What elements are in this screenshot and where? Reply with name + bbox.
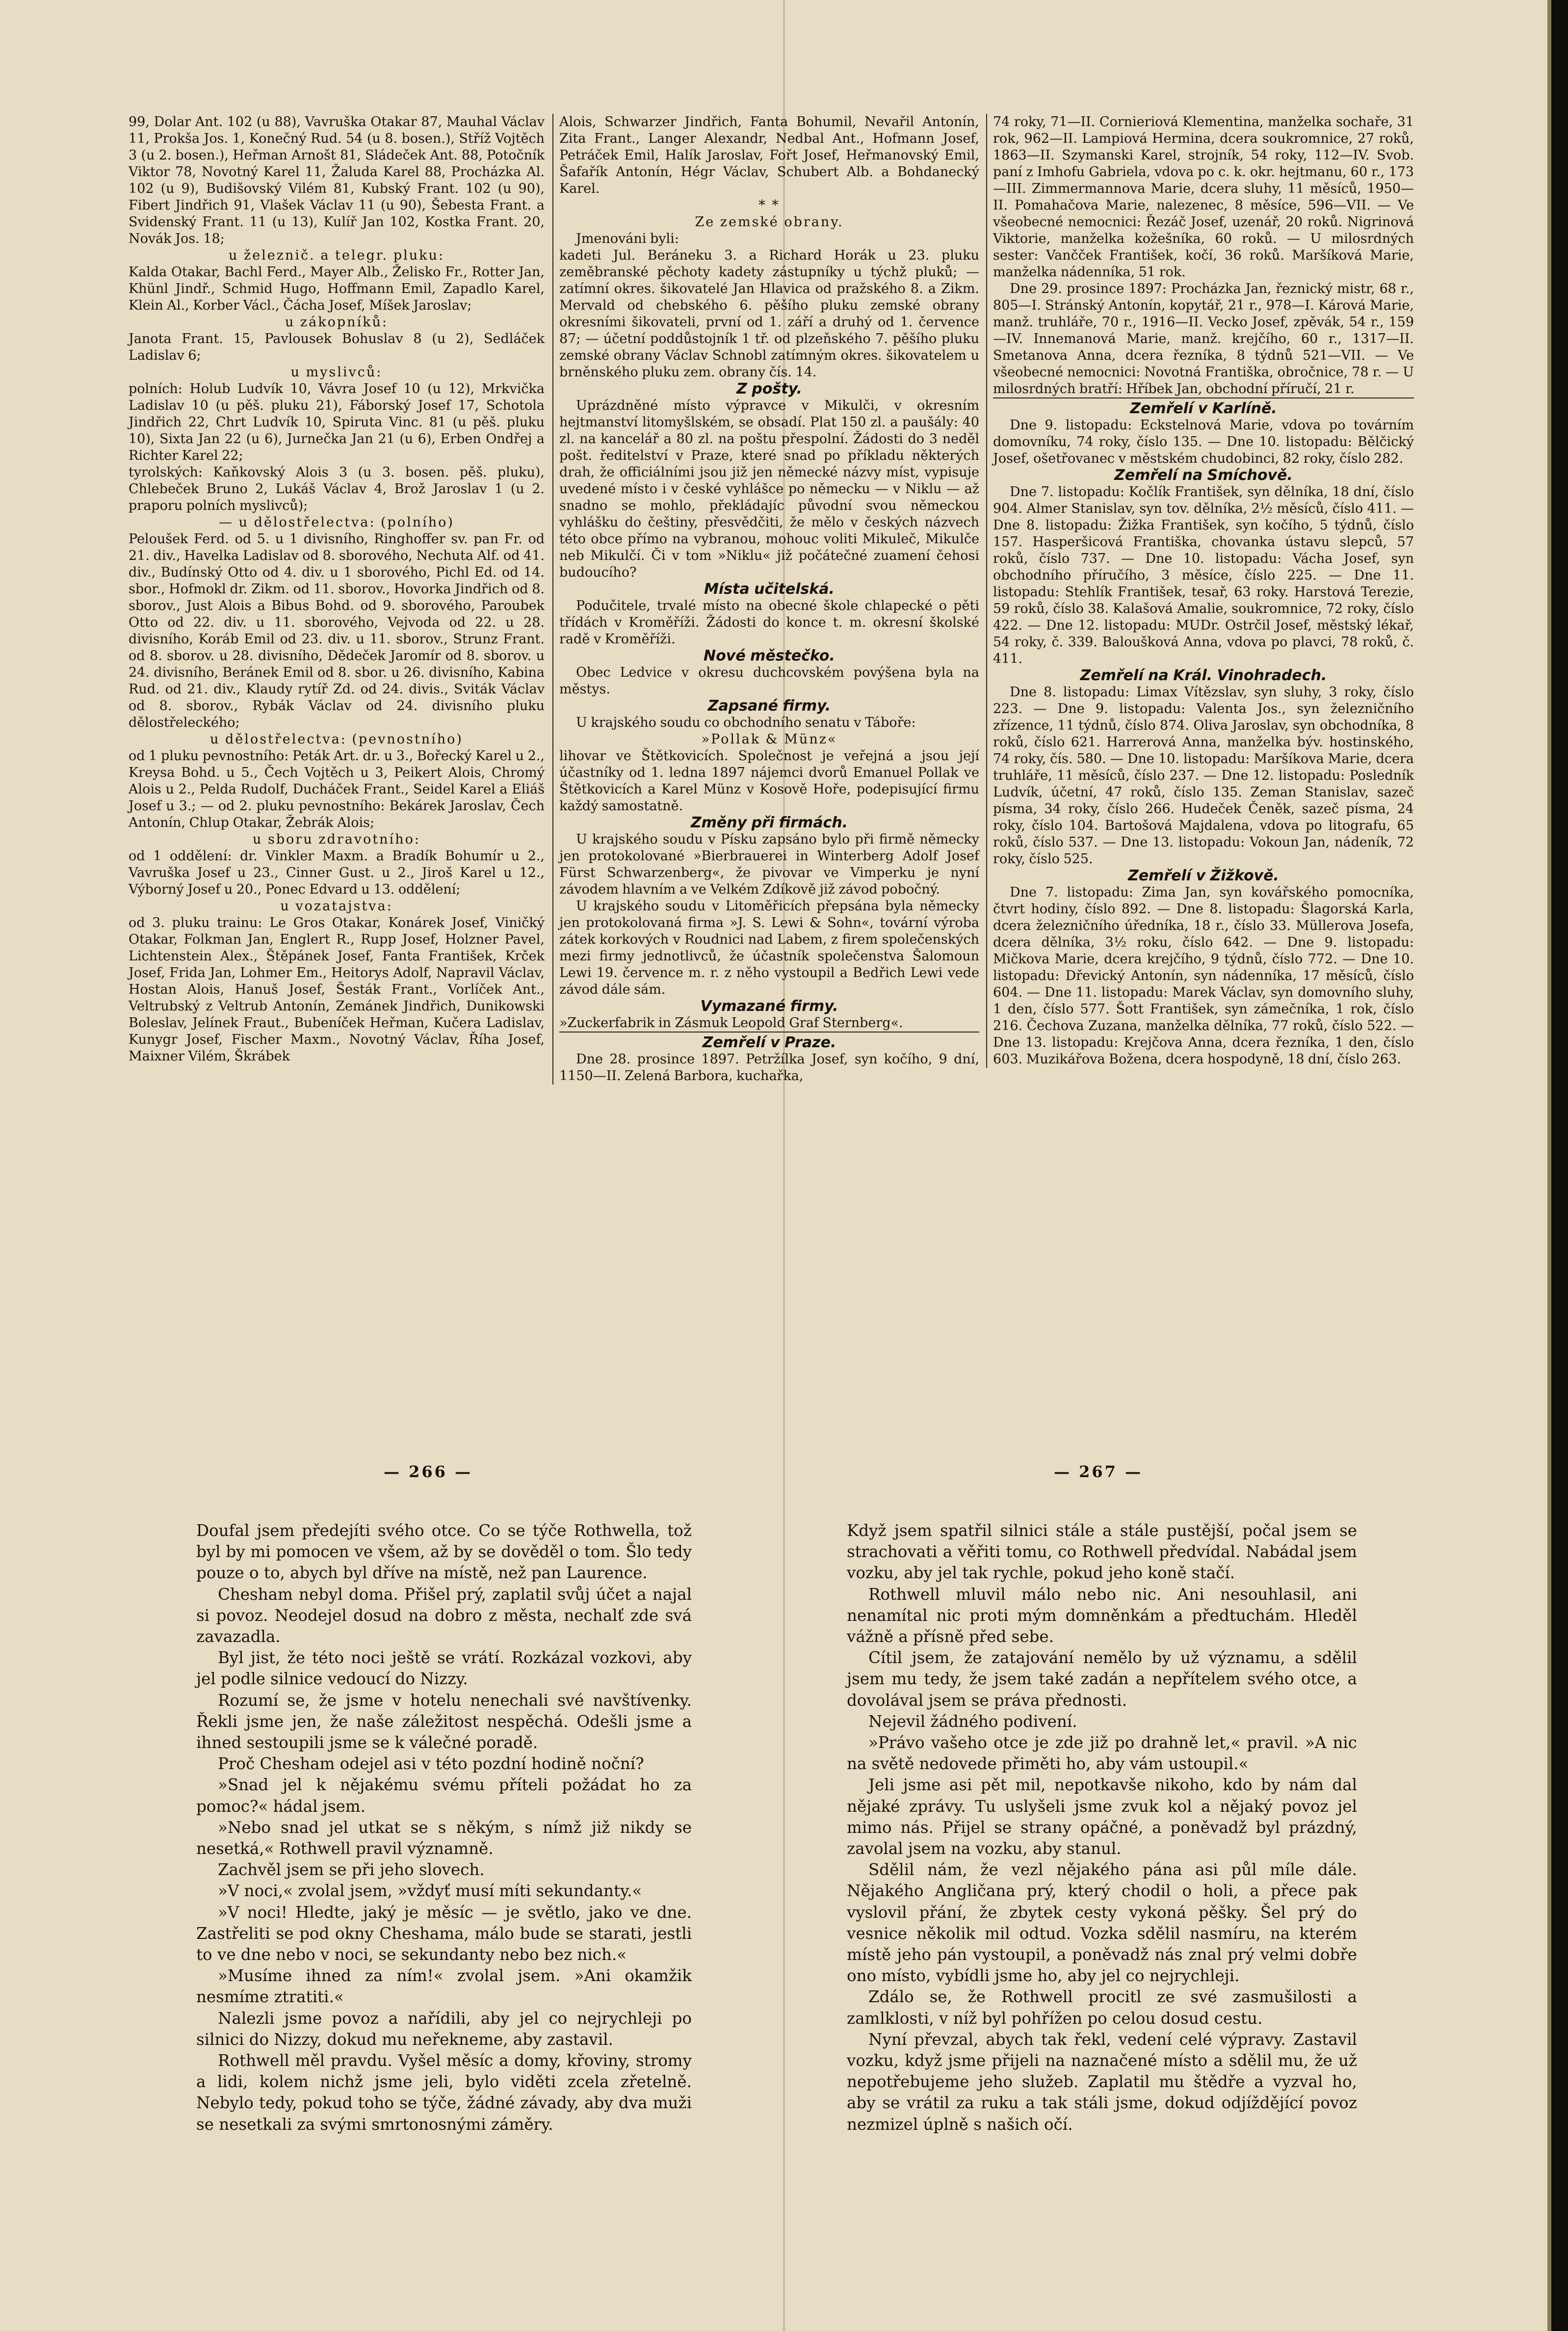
- paragraph: Dne 28. prosince 1897. Petržílka Josef, syn kočího, 9 dní, 1150—II. Zelená Barbora, kuchařka,: [559, 1052, 979, 1084]
- bottom-column-right: [847, 1520, 1357, 2135]
- paragraph: Jmenováni byli:: [576, 231, 679, 246]
- subheading: — u dělostřelectva: (polního): [219, 515, 454, 530]
- subheading: u myslivců:: [290, 365, 383, 380]
- story-paragraph: Cítil jsem, že zatajování nemělo by už významu, a sdělil jsem mu tedy, že jsem také zadán a nepřítelem svého otce, a dovolával jsem se práva přednosti.: [847, 1648, 1357, 1710]
- story-paragraph: Chesham nebyl doma. Přišel prý, zaplatil svůj účet a najal si povoz. Neodejel dosud na dobro z města, nechalť zde svá zavazadla.: [196, 1585, 692, 1646]
- section-heading: Místa učitelská.: [704, 581, 835, 598]
- section-heading: Zemřelí v Žižkově.: [1128, 867, 1279, 884]
- story-paragraph: »Nebo snad jel utkat se s někým, s nímž již nikdy se nesetká,« Rothwell pravil významně.: [196, 1818, 692, 1858]
- section-heading: Zemřelí v Praze.: [559, 1032, 979, 1051]
- subheading: u zákopníků:: [285, 315, 389, 330]
- paragraph: Janota Frant. 15, Pavlousek Bohuslav 8 (u 2), Sedláček Ladislav 6;: [129, 331, 545, 363]
- top-column-2: [552, 114, 979, 1085]
- subheading: u sboru zdravotního:: [253, 832, 420, 847]
- paragraph: 99, Dolar Ant. 102 (u 88), Vavruška Otakar 87, Mauhal Václav 11, Prokša Jos. 1, Konečný Rud. 54 (u 8. bosen.), Stříž Vojtěch 3 (u 2. bosen.), Heřman Arnošt 81, Sládeček Ant. 88, Potočník Viktor 78, Novotný Karel 11, Žaluda Karel 88, Procházka Al. 102 (u 9), Budišovský Vilém 81, Kubský Frant. 102 (u 90), Fibert Jindřich 91, Vlašek Václav 11 (u 90), Šebesta Frant. a Svidenský Frant. 11 (u 13), Kulíř Jan 102, Kostka Frant. 20, Novák Jos. 18;: [129, 114, 545, 246]
- paragraph: Dne 29. prosince 1897: Procházka Jan, řeznický mistr, 68 r., 805—I. Stránský Antonín, kopytář, 21 r., 978—I. Kárová Marie, manž. truhláře, 70 r., 1916—II. Vecko Josef, zpěvák, 54 r., 159—IV. Innemanová Marie, manž. krejčího, 60 r., 1317—II. Smetanova Anna, dcera řezníka, 8 týdnů 521—VII. — Ve všeobecné nemocnici: Novotná Františka, obročnice, 78 r. — U milosrdných bratří: Hříbek Jan, obchodní příručí, 21 r.: [993, 281, 1414, 397]
- paragraph: Alois, Schwarzer Jindřich, Fanta Bohumil, Nevařil Antonín, Zita Frant., Langer Alexandr, Nedbal Ant., Hofmann Josef, Petráček Emil, Halík Jaroslav, Fořt Josef, Heřmanovský Emil, Šafařík Antonín, Hégr Václav, Schubert Alb. a Bohdanecký Karel.: [559, 114, 979, 196]
- paragraph: polních: Holub Ludvík 10, Vávra Josef 10 (u 12), Mrkvička Ladislav 10 (u pěš. pluku 21), Fáborský Josef 17, Schotola Jindřich 22, Chrt Ludvík 10, Spiruta Vinc. 81 (u pěš. pluku 10), Sixta Jan 22 (u 6), Jurnečka Jan 21 (u 6), Erben Ondřej a Richter Karel 22;: [129, 381, 545, 463]
- paragraph: U krajského soudu v Písku zapsáno bylo při firmě německy jen protokolované »Bierbrauerei in Winterberg Adolf Josef Fürst Schwarzenberg«, že pivovar ve Vimperku je nyní závodem hlavním a ve Velkém Zdíkově již závod pobočný.: [559, 832, 979, 897]
- story-paragraph: Rothwell měl pravdu. Vyšel měsíc a domy, křoviny, stromy a lidi, kolem nichž jsme jeli, bylo viděti zcela zřetelně. Nebylo tedy, pokud toho se týče, žádné závady, aby dva muži se nesetkali za svými smrtonosnými záměry.: [196, 2051, 692, 2134]
- story-paragraph: Nalezli jsme povoz a nařídili, aby jel co nejrychleji po silnici do Nizzy, dokud mu neřekneme, aby zastavil.: [196, 2009, 692, 2049]
- story-paragraph: »V noci,« zvolal jsem, »vždyť musí míti sekundanty.«: [218, 1881, 642, 1901]
- story-paragraph: Byl jist, že této noci ještě se vrátí. Rozkázal vozkovi, aby jel podle silnice vedoucí do Nizzy.: [196, 1648, 692, 1689]
- section-heading: Zemřelí na Král. Vinohradech.: [1080, 667, 1327, 684]
- story-paragraph: Zachvěl jsem se při jeho slovech.: [218, 1860, 485, 1880]
- paragraph: kadeti Jul. Beráneku 3. a Richard Horák u 23. pluku zeměbranské pěchoty kadety zástupníky u týchž pluků; — zatímní okres. šikovatelé Jan Hlavica od pražského 8. a Zikm. Mervald od chebského 6. pěšího pluku zemské obrany okresními šikovateli, první od 1. září a druhý od 1. července 87; — účetní poddůstojník 1 tř. od plzeňského 7. pěšího pluku zemské obrany Václav Schnobl zatímným okres. šikovatelem u brněnského pluku zem. obrany čís. 14.: [559, 248, 979, 380]
- story-paragraph: Doufal jsem předejíti svého otce. Co se týče Rothwella, tož byl by mi pomocen ve všem, až by se dověděl o tom. Šlo tedy pouze o to, abych byl dříve na místě, než pan Laurence.: [196, 1521, 692, 1583]
- paragraph: Kalda Otakar, Bachl Ferd., Mayer Alb., Želisko Fr., Rotter Jan, Khünl Jindř., Schmid Hugo, Hoffmann Emil, Zapadlo Karel, Klein Al., Korber Václ., Čácha Josef, Míšek Jaroslav;: [129, 265, 545, 313]
- story-paragraph: Rothwell mluvil málo nebo nic. Ani nesouhlasil, ani nenamítal nic proti mým domněnkám a předtuchám. Hleděl vážně a přísně před sebe.: [847, 1585, 1357, 1646]
- page-number-right: — 267 —: [1054, 1462, 1143, 1481]
- story-paragraph: Nyní převzal, abych tak řekl, vedení celé výpravy. Zastavil vozku, když jsme přijeli na naznačené místo a sdělil mu, že už nepotřebujeme jeho služeb. Zaplatil mu štědře a vyzval ho, aby se vrátil za ruku a tak stáli jsme, dokud odjíždějící povoz nezmizel úplně s našich očí.: [847, 2030, 1357, 2134]
- paragraph: Dne 7. listopadu: Zima Jan, syn kovářského pomocníka, čtvrt hodiny, číslo 892. — Dne 8. listopadu: Šlagorská Karla, dcera železničního úředníka, 18 r., číslo 33. Müllerova Josefa, dcera dělníka, 3½ roku, číslo 642. — Dne 9. listopadu: Mičkova Marie, dcera krejčího, 9 týdnů, číslo 772. — Dne 10. listopadu: Dřevický Antonín, syn nádenníka, 17 měsíců, číslo 604. — Dne 11. listopadu: Marek Václav, syn domovního sluhy, 1 den, číslo 577. Šott František, syn zámečníka, 1 rok, číslo 216. Čechova Zuzana, manželka dělníka, 77 roků, číslo 522. — Dne 13. listopadu: Krejčova Anna, dcera řezníka, 1 den, číslo 603. Muzikářova Božena, dcera hospodyně, 18 dní, číslo 263.: [993, 885, 1414, 1067]
- subheading: »Pollak & Münz«: [701, 732, 837, 747]
- section-heading: Nové městečko.: [704, 647, 835, 664]
- paragraph: Dne 7. listopadu: Kočlík František, syn dělníka, 18 dní, číslo 904. Almer Stanislav, syn tov. dělníka, 2½ měsíců, číslo 411. — Dne 8. listopadu: Žižka František, syn kočího, 5 týdnů, číslo 157. Hasperšicová Františka, chovanka ústavu slepců, 57 roků, číslo 737. — Dne 10. listopadu: Vácha Josef, syn obchodního příručího, 3 měsíce, číslo 225. — Dne 11. listopadu: Stehlík František, tesař, 63 roky. Harstová Terezie, 59 roků, číslo 38. Kalašová Amalie, soukromnice, 72 roky, číslo 422. — Dne 12. listopadu: MUDr. Ostrčil Josef, městský lékař, 54 roky, č. 339. Baloušková Anna, vdova po plavci, 78 roků, č. 411.: [993, 484, 1414, 666]
- page-gutter-shadow: [1547, 0, 1551, 2331]
- paragraph: od 3. pluku trainu: Le Gros Otakar, Konárek Josef, Viničký Otakar, Folkman Jan, Englert R., Rupp Josef, Holzner Pavel, Lichtenstein Alex., Štěpánek Josef, Fanta František, Krček Josef, Frida Jan, Lohmer Em., Heitorys Adolf, Napravil Václav, Hostan Alois, Hanuš Josef, Šesták Frant., Vorlíček Ant., Veltrubský z Veltrub Antonín, Zemánek Jindřich, Dunikowski Boleslav, Jelínek Fraut., Bubeníček Heřman, Kučera Ladislav, Kunygr Josef, Fischer Maxm., Novotný Václav, Říha Josef, Maixner Vilém, Škrábek: [129, 915, 545, 1064]
- paragraph: od 1 pluku pevnostního: Peták Art. dr. u 3., Bořecký Karel u 2., Kreysa Bohd. u 5., Čech Vojtěch u 3, Peikert Alois, Chromý Alois u 2., Pelda Rudolf, Ducháček Frant., Seidel Karel a Eliáš Josef u 3.; — od 2. pluku pevnostního: Bekárek Jaroslav, Čech Antonín, Chlup Otakar, Žebrák Alois;: [129, 748, 545, 830]
- paragraph: 74 roky, 71—II. Cornieriová Klementina, manželka sochaře, 31 rok, 962—II. Lampiová Hermina, dcera soukromnice, 27 roků, 1863—II. Szymanski Karel, strojník, 54 roky, 112—IV. Svob. paní z Imhofu Gabriela, vdova po c. k. okr. hejtmanu, 60 r., 173—III. Zimmermannova Marie, dcera sluhy, 11 měsíců, 1950—II. Pomahačova Marie, nalezenec, 8 měsíce, 596—VII. — Ve všeobecné nemocnici: Řezáč Josef, uzenář, 20 roků. Nigrinová Viktorie, manželka kožešníka, 60 roků. — U milosrdných sester: Vančček František, kočí, 36 roků. Maršíková Marie, manželka nádenníka, 51 rok.: [993, 114, 1414, 280]
- story-paragraph: »Právo vašeho otce je zde již po drahně let,« pravil. »A nic na světě nedovede přiměti ho, aby vám ustoupil.«: [847, 1733, 1357, 1774]
- paragraph: Uprázdněné místo výpravce v Mikulči, v okresním hejtmanství litomyšlském, se obsadí. Plat 150 zl. a paušály: 40 zl. na kancelář a 80 zl. na poštu přespolní. Žádosti do 3 neděl pošt. ředitelství v Praze, které snad po příkladu některých drah, že officiálními jsou již jen německé názvy míst, vypisuje uvedené místo i v české vyhlášce po německu — v Niklu — až snadno se mohlo, překládajíc původní svou německou vyhlášku do češtiny, přesvědčiti, že mělo v českých názvech této obce přímo na vybranou, mohouc voliti Mikuleč, Mikulče neb Mikulčí. Či v tom »Niklu« již počátečné zuamení čehosi budoucího?: [559, 398, 979, 580]
- paragraph: Peloušek Ferd. od 5. u 1 divisního, Ringhoffer sv. pan Fr. od 21. div., Havelka Ladislav od 8. sborového, Nechuta Alf. od 41. div., Budínský Otto od 4. div. u 1 sborového, Pichl Ed. od 14. sbor., Hofmokl dr. Zikm. od 11. sborov., Hovorka Jindřich od 8. sborov., Just Alois a Bibus Bohd. od 9. sborového, Paroubek Otto od 22. div. u 11. sborového, Vejvoda od 22. u 28. divisního, Koráb Emil od 23. div. u 11. sborov., Strunz Frant. od 8. sborov. u 28. divisního, Dědeček Jaromír od 8. sborov. u 24. divisního, Beránek Emil od 8. sbor. u 26. divisního, Kabina Rud. od 21. div., Klaudy rytíř Zd. od 24. divis., Sviták Václav od 8. sborov., Rybák Václav od 24. divisního pluku dělostřeleckého;: [129, 531, 545, 730]
- subheading: Ze zemské obrany.: [695, 214, 844, 230]
- section-heading: Zemřelí na Smíchově.: [1114, 467, 1293, 484]
- page-edge: [1551, 0, 1568, 2331]
- paragraph: lihovar ve Štětkovicích. Společnost je veřejná a jsou její účastníky od 1. ledna 1897 nájemci dvorů Emanuel Pollak ve Štětkovicích a Karel Münz v Kosově Hoře, podepisující firmu každý samostatně.: [559, 748, 979, 814]
- paragraph: »Zuckerfabrik in Zásmuk Leopold Graf Sternberg«.: [559, 1015, 903, 1031]
- story-paragraph: Jeli jsme asi pět mil, nepotkavše nikoho, kdo by nám dal nějaké zprávy. Tu uslyšeli jsme zvuk kol a nějaký povoz jel mimo nás. Přijel se strany opáčné, a poněvadž byl prázdný, zavolal jsem na vozku, aby stanul.: [847, 1775, 1357, 1858]
- top-column-1: [129, 114, 545, 1065]
- story-paragraph: Zdálo se, že Rothwell procitl ze své zasmušilosti a zamlklosti, v níž byl pohřížen po celou dosud cestu.: [847, 1987, 1357, 2028]
- bottom-column-left: [196, 1520, 692, 2135]
- section-heading: Změny při firmách.: [690, 814, 848, 831]
- paragraph: Dne 9. listopadu: Eckstelnová Marie, vdova po továrním domovníku, 74 roky, číslo 135. — Dne 10. listopadu: Bělčický Josef, ošetřovanec v městském chudobinci, 82 roky, číslo 282.: [993, 418, 1414, 466]
- paragraph: Obec Ledvice v okresu duchcovském povýšena byla na městys.: [559, 665, 979, 697]
- story-paragraph: Nejevil žádného podivení.: [868, 1712, 1077, 1731]
- subheading: u vozatajstva:: [280, 899, 393, 914]
- section-heading: Zapsané firmy.: [707, 697, 831, 715]
- top-column-3: [986, 114, 1414, 1068]
- subheading: * *: [758, 198, 780, 213]
- paragraph: Podučitele, trvalé místo na obecné škole chlapecké o pěti třídách v Kroměříži. Žádosti do konce t. m. okresní školské radě v Kroměříži.: [559, 598, 979, 647]
- story-paragraph: Sdělil nám, že vezl nějakého pána asi půl míle dále. Nějakého Angličana prý, který chodil o holi, a přece pak vyslovil přání, že zbytek cesty vykoná pěšky. Šel prý do vesnice několik mil odtud. Vozka sdělil nasmíru, na kterém místě jeho pán vystoupil, a poněvadž nás znal prý velmi dobře ono místo, vybídli jsme ho, aby jel co nejrychleji.: [847, 1860, 1357, 1986]
- story-paragraph: »Snad jel k nějakému svému příteli požádat ho za pomoc?« hádal jsem.: [196, 1775, 692, 1816]
- paragraph: Dne 8. listopadu: Limax Vítězslav, syn sluhy, 3 roky, číslo 223. — Dne 9. listopadu: Valenta Jos., syn železničního zřízence, 11 týdnů, číslo 874. Oliva Jaroslav, syn obchodníka, 8 roků, číslo 621. Harrerová Anna, manželka býv. hostinského, 74 roky, čís. 580. — Dne 10. listopadu: Maršíkova Marie, dcera truhláře, 11 měsíců, číslo 237. — Dne 12. listopadu: Posledník Ludvík, účetní, 47 roků, číslo 135. Zeman Stanislav, sazeč písma, 34 roky, číslo 266. Hudeček Čeněk, sazeč písma, 24 roky, číslo 104. Bartošová Majdalena, vdova po litografu, 65 roků, číslo 537. — Dne 13. listopadu: Vokoun Jan, nádeník, 72 roky, číslo 525.: [993, 685, 1414, 867]
- subheading: u dělostřelectva: (pevnostního): [210, 732, 463, 747]
- story-paragraph: Když jsem spatřil silnici stále a stále pustější, počal jsem se strachovati a věřiti tomu, co Rothwell předvídal. Nabádal jsem vozku, aby jel tak rychle, pokud jeho koně stačí.: [847, 1521, 1357, 1583]
- story-paragraph: Rozumí se, že jsme v hotelu nenechali své navštívenky. Řekli jsme jen, že naše záležitost nespěchá. Odešli jsme a ihned sestoupili jsme se k válečné poradě.: [196, 1691, 692, 1752]
- page-number-left: — 266 —: [384, 1462, 473, 1481]
- story-paragraph: Proč Chesham odejel asi v této pozdní hodině noční?: [218, 1754, 644, 1774]
- section-heading: Z pošty.: [736, 380, 802, 397]
- section-heading: Vymazané firmy.: [700, 998, 838, 1015]
- paragraph: od 1 oddělení: dr. Vinkler Maxm. a Bradík Bohumír u 2., Vavruška Josef u 23., Cinner Gust. u 2., Jiroš Karel u 12., Výborný Josef u 20., Ponec Edvard u 13. oddělení;: [129, 848, 545, 897]
- paragraph: tyrolských: Kaňkovský Alois 3 (u 3. bosen. pěš. pluku), Chlebeček Bruno 2, Lukáš Václav 4, Brož Jaroslav 1 (u 2. praporu polních myslivců);: [129, 465, 545, 513]
- section-heading: Zemřelí v Karlíně.: [993, 397, 1414, 417]
- subheading: u železnič. a telegr. pluku:: [229, 248, 444, 263]
- paragraph: U krajského soudu co obchodního senatu v Táboře:: [576, 715, 916, 730]
- story-paragraph: »V noci! Hledte, jaký je měsíc — je světlo, jako ve dne. Zastřeliti se pod okny Cheshama, málo bude se starati, jestli to ve dne nebo v noci, se sekundanty nebo bez nich.«: [196, 1903, 692, 1964]
- story-paragraph: »Musíme ihned za ním!« zvolal jsem. »Ani okamžik nesmíme ztratiti.«: [196, 1966, 692, 2007]
- paragraph: U krajského soudu v Litoměřicích přepsána byla německy jen protokolovaná firma »J. S. Lewi & Sohn«, tovární výroba zátek korkových v Roudnici nad Labem, z firem společenských mezi firmy jednotlivců, že účastník společenstva Šalomoun Lewi 19. července m. r. z něho vystoupil a Bedřich Lewi vede závod dále sám.: [559, 899, 979, 997]
